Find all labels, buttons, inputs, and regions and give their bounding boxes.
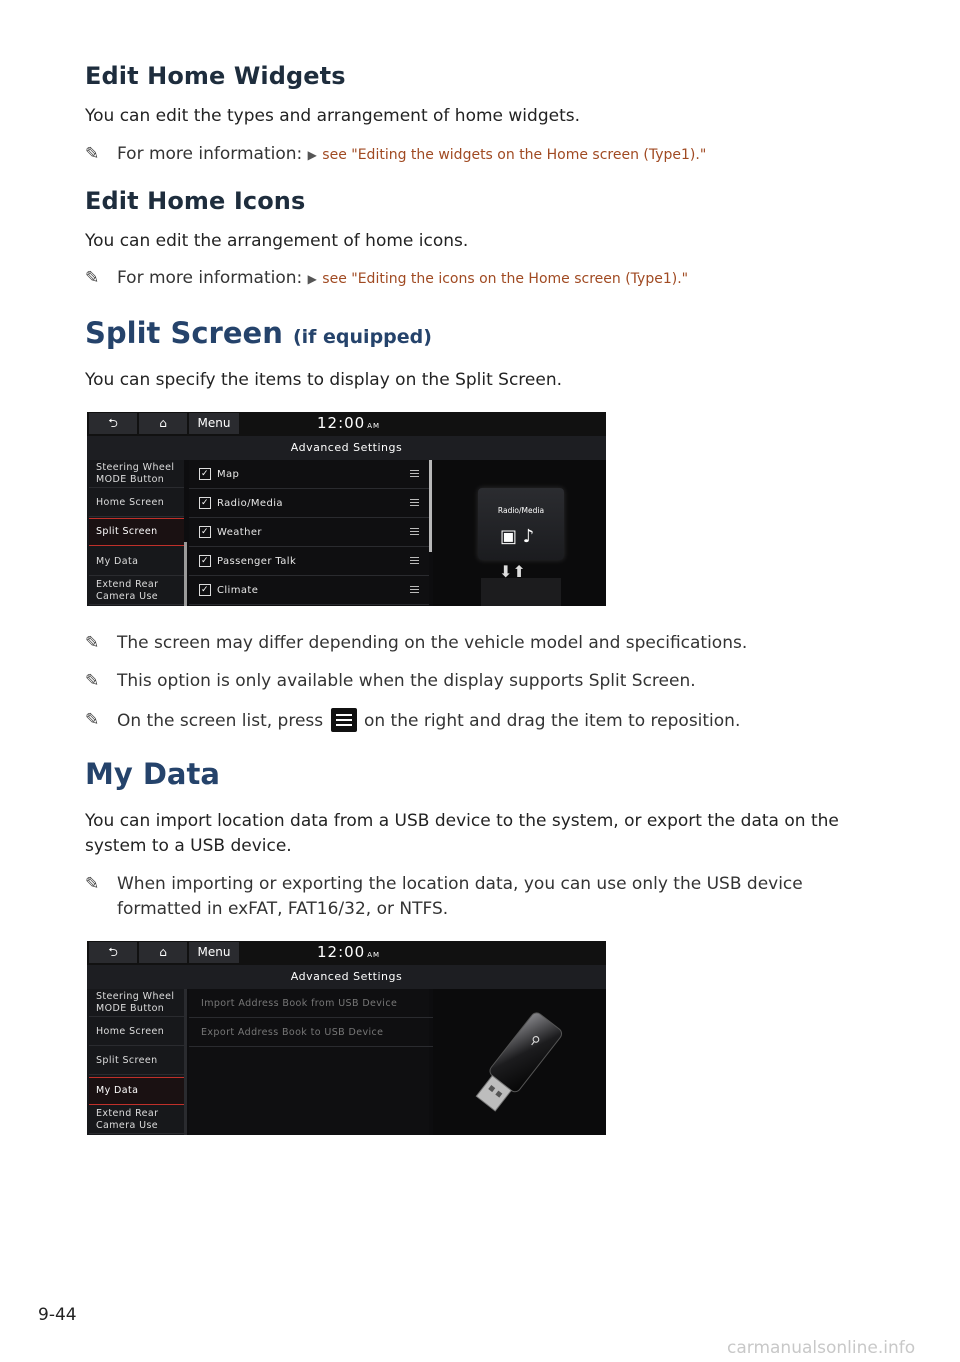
list-item[interactable]: ✓ Map: [189, 460, 429, 489]
import-address-book-item[interactable]: Import Address Book from USB Device: [189, 989, 441, 1018]
top-bar: [87, 412, 606, 436]
checkbox-checked-icon[interactable]: ✓: [199, 584, 211, 596]
radio-icon: ▣: [500, 526, 518, 547]
menu-item-extend-rear-camera[interactable]: Extend Rear Camera Use: [89, 577, 184, 605]
note-label: For more information:: [117, 268, 303, 288]
reorder-handle-icon[interactable]: [410, 528, 419, 537]
left-menu: [87, 460, 184, 606]
body-split-screen: You can specify the items to display on the Split Screen.: [85, 370, 563, 390]
checkbox-checked-icon[interactable]: ✓: [199, 497, 211, 509]
heading-edit-home-widgets: Edit Home Widgets: [85, 62, 346, 90]
left-menu-scrollbar[interactable]: [184, 542, 187, 606]
my-data-settings-screenshot: [87, 941, 606, 1135]
usb-drive-icon: [433, 989, 606, 1135]
clock: 12:00 AM: [317, 414, 381, 432]
arrow-right-icon: ▶: [307, 272, 317, 286]
if-equipped-qualifier: (if equipped): [292, 326, 432, 348]
back-arrow-icon: ⮌: [108, 945, 118, 959]
cross-reference-link[interactable]: see "Editing the icons on the Home screen (Type1).": [322, 271, 689, 287]
reorder-handle-icon: [331, 708, 357, 732]
heading-edit-home-icons: Edit Home Icons: [85, 187, 306, 215]
menu-button[interactable]: Menu: [189, 413, 239, 434]
reorder-handle-icon[interactable]: [410, 586, 419, 595]
checkbox-checked-icon[interactable]: ✓: [199, 468, 211, 480]
reorder-handle-icon[interactable]: [410, 499, 419, 508]
back-button[interactable]: [89, 413, 137, 434]
page-number: 9-44: [38, 1305, 77, 1325]
music-note-icon: ♪: [522, 526, 535, 547]
arrow-right-icon: ▶: [307, 148, 317, 162]
split-screen-settings-screenshot: [87, 412, 606, 606]
list-item[interactable]: ✓ Radio/Media: [189, 489, 429, 518]
pencil-note-icon: ✎: [85, 633, 100, 653]
list-item[interactable]: ✓ Passenger Talk: [189, 547, 429, 576]
home-button[interactable]: [139, 942, 187, 963]
swap-arrows-icon: ⬇⬆: [499, 562, 526, 581]
note-text-after: on the right and drag the item to reposition.: [363, 711, 741, 731]
menu-item-home-screen[interactable]: Home Screen: [89, 489, 184, 517]
menu-button[interactable]: Menu: [189, 942, 239, 963]
list-item[interactable]: ✓ Climate: [189, 576, 429, 605]
back-button[interactable]: [89, 942, 137, 963]
menu-item-split-screen[interactable]: Split Screen: [89, 1047, 184, 1075]
list-item[interactable]: ✓ Weather: [189, 518, 429, 547]
clock: 12:00 AM: [317, 943, 381, 961]
pencil-note-icon: ✎: [85, 710, 100, 730]
export-address-book-item[interactable]: Export Address Book to USB Device: [189, 1018, 441, 1047]
menu-item-steering-wheel[interactable]: Steering Wheel MODE Button: [89, 460, 184, 488]
menu-item-steering-wheel[interactable]: Steering Wheel MODE Button: [89, 989, 184, 1017]
my-data-item-list: [189, 989, 429, 1135]
heading-split-screen: [85, 316, 432, 350]
usb-preview: [433, 989, 606, 1135]
widget-label: Radio/Media: [497, 506, 545, 515]
back-arrow-icon: ⮌: [108, 416, 118, 430]
menu-item-my-data[interactable]: My Data: [89, 1077, 184, 1105]
svg-text:⚲: ⚲: [527, 1032, 543, 1049]
screen-title: Advanced Settings: [87, 436, 606, 460]
list-scrollbar[interactable]: [429, 460, 432, 552]
note-text-before: On the screen list, press: [117, 711, 324, 731]
split-screen-item-list: [189, 460, 429, 606]
menu-item-my-data[interactable]: My Data: [89, 548, 184, 576]
pencil-note-icon: ✎: [85, 874, 100, 894]
heading-my-data: My Data: [85, 757, 220, 791]
reorder-handle-icon[interactable]: [410, 470, 419, 479]
dock-slot: [481, 578, 561, 606]
pencil-note-icon: ✎: [85, 268, 100, 288]
reorder-handle-icon[interactable]: [410, 557, 419, 566]
checkbox-checked-icon[interactable]: ✓: [199, 555, 211, 567]
menu-item-split-screen[interactable]: Split Screen: [89, 518, 184, 546]
menu-item-home-screen[interactable]: Home Screen: [89, 1018, 184, 1046]
top-bar: [87, 941, 606, 965]
checkbox-checked-icon[interactable]: ✓: [199, 526, 211, 538]
left-menu: [87, 989, 184, 1135]
watermark: carmanualsonline.info: [727, 1338, 916, 1358]
cross-reference-link[interactable]: see "Editing the widgets on the Home screen (Type1).": [322, 147, 707, 163]
split-screen-title: Split Screen: [85, 316, 283, 350]
body-edit-home-icons: You can edit the arrangement of home icons.: [85, 231, 469, 251]
body-edit-home-widgets: You can edit the types and arrangement of home widgets.: [85, 106, 581, 126]
left-menu-scrollbar[interactable]: [184, 989, 187, 1135]
pencil-note-icon: ✎: [85, 144, 100, 164]
split-screen-preview: [433, 460, 606, 606]
home-icon: ⌂: [159, 416, 167, 430]
home-icon: ⌂: [159, 945, 167, 959]
home-button[interactable]: [139, 413, 187, 434]
radio-media-widget-preview: [478, 488, 564, 560]
menu-item-extend-rear-camera[interactable]: Extend Rear Camera Use: [89, 1106, 184, 1134]
body-my-data: You can import location data from a USB device to the system, or export the data on the system to a USB device.: [85, 811, 839, 856]
note-label: For more information:: [117, 144, 303, 164]
pencil-note-icon: ✎: [85, 671, 100, 691]
screen-title: Advanced Settings: [87, 965, 606, 989]
